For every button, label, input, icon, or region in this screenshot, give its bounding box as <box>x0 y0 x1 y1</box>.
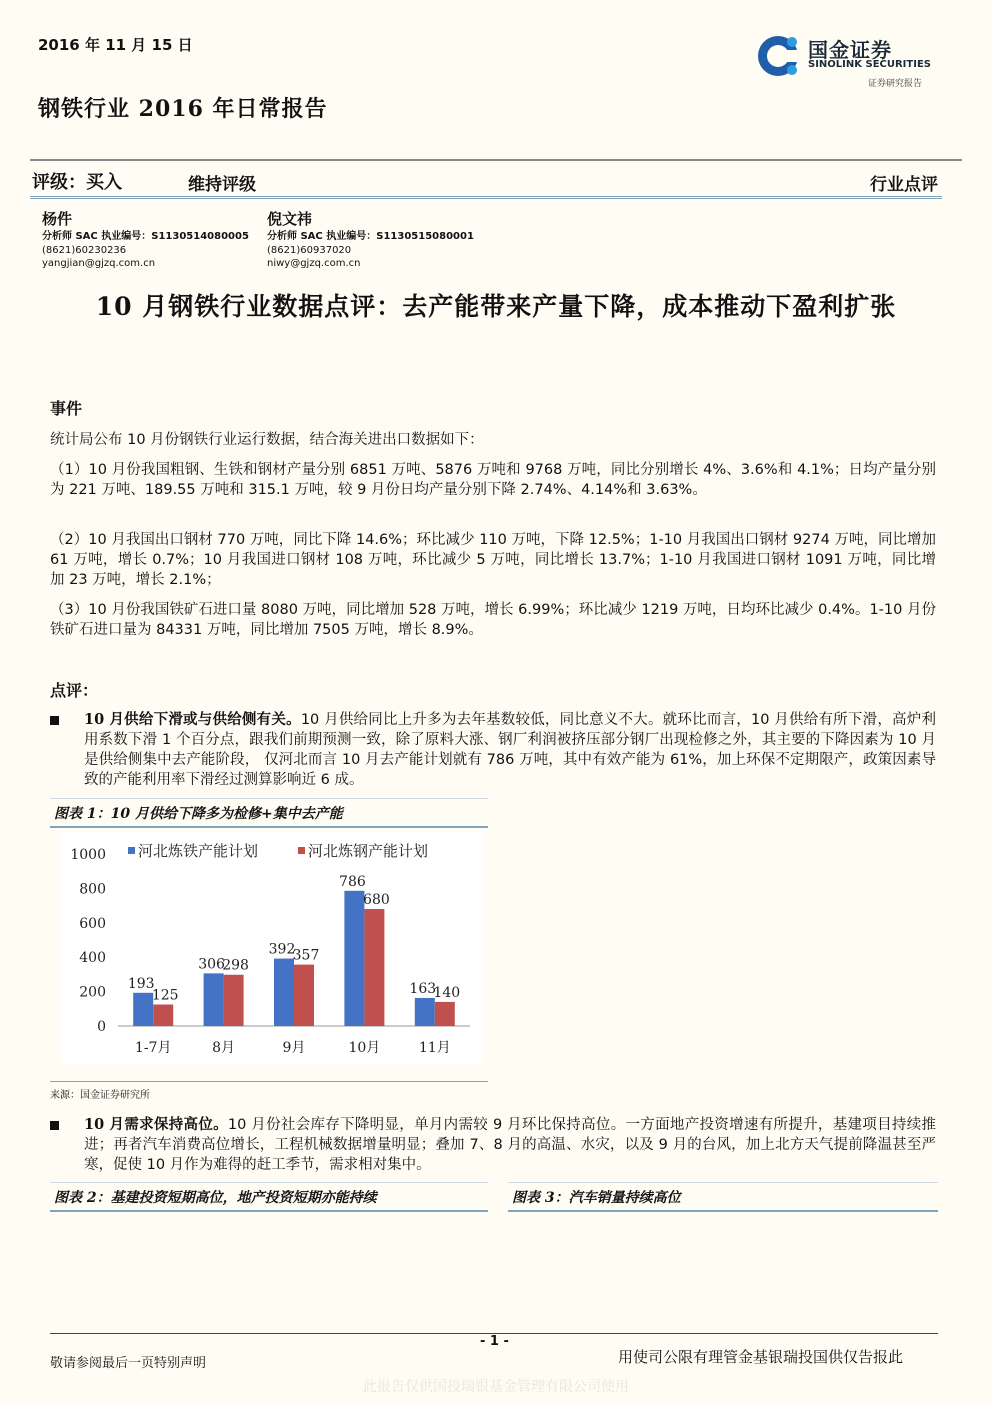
report-date: 2016 年 11 月 15 日 <box>38 36 193 54</box>
rating-label: 评级：买入 <box>32 172 122 193</box>
legend-label: 河北炼铁产能计划 <box>138 842 259 860</box>
event-item-1: （1）10 月份我国粗钢、生铁和钢材产量分别 6851 万吨、5876 万吨和 9768 万吨，同比分别增长 4%、3.6%和 4.1%；日均产量分别为 221 万吨、189.55 万吨和 315.1 万吨，较 9 月份日均产量分别下降 2.74%、4.14%和 3.63%。 <box>50 462 936 498</box>
bullet-1-text: 10 月供给同比上升多为去年基数较低，同比意义不大。就环比而言，10 月供给有所下滑，高炉利用系数下滑 1 个百分点，跟我们前期预测一致，除了原料大涨、钢厂利润被挤压部分钢厂出现检修之外，其主要的下降因素为 10 月是供给侧集中去产能阶段， 仅河北而言 10 月去产能计划就有 786 万吨，其中有效产能为 61%，加上环保不定期限产，政策因素导致的产能利用率下滑经过测算影响近 6 成。 <box>84 712 936 788</box>
footer-disclaimer: 敬请参阅最后一页特别声明 <box>50 1356 207 1371</box>
bar <box>344 891 364 1026</box>
data-label: 125 <box>151 987 179 1004</box>
data-label: 392 <box>268 941 296 958</box>
analyst-email[interactable]: niwy@gjzq.com.cn <box>267 258 361 269</box>
x-tick-label: 10月 <box>348 1040 381 1056</box>
y-tick-label: 600 <box>79 915 106 932</box>
figure-3-title: 图表 3：汽车销量持续高位 <box>508 1182 938 1212</box>
article-title: 10 月钢铁行业数据点评：去产能带来产量下降，成本推动下盈利扩张 <box>95 292 897 321</box>
watermark: 此报告仅供国投瑞银基金管理有限公司使用 <box>363 1379 629 1395</box>
analyst-email[interactable]: yangjian@gjzq.com.cn <box>42 258 156 269</box>
page-number: - 1 - <box>480 1334 509 1349</box>
figure-1-source: 来源：国金证券研究所 <box>50 1090 150 1101</box>
review-bullet-2 <box>50 1115 936 1175</box>
data-label: 786 <box>339 873 366 890</box>
logo-text-cn: 国金证券 <box>808 38 892 62</box>
legend-label: 河北炼钢产能计划 <box>308 842 429 860</box>
legend-swatch <box>298 847 305 854</box>
analyst-name: 倪文祎 <box>267 210 313 228</box>
figure-2-title: 图表 2：基建投资短期高位，地产投资短期亦能持续 <box>50 1182 488 1212</box>
bar <box>364 909 384 1026</box>
bar <box>204 973 224 1026</box>
figure-1-bottom-rule <box>50 1081 488 1082</box>
analyst-phone: (8621)60230236 <box>42 244 127 256</box>
event-intro: 统计局公布 10 月份钢铁行业运行数据，结合海关进出口数据如下： <box>50 432 484 448</box>
rating-maintain: 维持评级 <box>188 175 256 195</box>
event-heading: 事件 <box>50 399 83 418</box>
logo-subtitle: 证券研究报告 <box>868 79 923 89</box>
review-heading: 点评： <box>50 681 99 700</box>
bar <box>224 975 244 1026</box>
bullet-square-icon <box>50 716 59 725</box>
bar <box>133 993 153 1026</box>
data-label: 357 <box>292 947 320 964</box>
report-series-title: 钢铁行业 2016 年日常报告 <box>38 96 328 122</box>
analyst-card <box>267 208 474 271</box>
bullet-1-lead: 10 月供给下滑或与供给侧有关。 <box>84 711 301 728</box>
analyst-name: 杨件 <box>42 210 73 228</box>
report-type: 行业点评 <box>870 175 938 195</box>
event-item-2: （2）10 月我国出口钢材 770 万吨，同比下降 14.6%；环比减少 110 万吨，下降 12.5%；1-10 月我国出口钢材 9274 万吨，同比增加 61 万吨，增长 0.7%；10 月我国进口钢材 108 万吨，环比减少 5 万吨，同比增长 13.7%；1-10 月我国进口钢材 1091 万吨，同比增加 23 万吨，增长 2.1%； <box>50 532 936 588</box>
rating-bar <box>30 166 942 199</box>
y-tick-label: 0 <box>97 1019 106 1035</box>
y-tick-label: 400 <box>79 950 106 967</box>
company-logo <box>756 32 946 92</box>
bullet-2-lead: 10 月需求保持高位。 <box>84 1116 228 1133</box>
x-tick-label: 8月 <box>212 1040 236 1056</box>
figure-1-chart <box>60 832 484 1064</box>
analyst-card <box>42 208 249 271</box>
y-tick-label: 200 <box>79 984 106 1001</box>
event-item-3: （3）10 月份我国铁矿石进口量 8080 万吨，同比增加 528 万吨，增长 6.99%；环比减少 1219 万吨，日均环比减少 0.4%。1-10 月份铁矿石进口量为 84331 万吨，同比增加 7505 万吨，增长 8.9%。 <box>50 602 936 638</box>
logo-text-en: SINOLINK SECURITIES <box>808 59 931 70</box>
review-bullet-1 <box>50 710 936 790</box>
bar <box>415 998 435 1026</box>
bar <box>274 959 294 1026</box>
bar <box>435 1002 455 1026</box>
data-label: 140 <box>433 984 461 1001</box>
data-label: 193 <box>127 975 155 992</box>
logo-icon <box>756 32 804 80</box>
figure-1-title: 图表 1：10 月供给下降多为检修+集中去产能 <box>50 798 488 828</box>
data-label: 680 <box>363 892 390 909</box>
x-tick-label: 1-7月 <box>134 1040 172 1056</box>
bar <box>153 1005 173 1027</box>
data-label: 306 <box>198 956 225 973</box>
analyst-phone: (8621)60937020 <box>267 244 352 256</box>
y-tick-label: 1000 <box>70 847 106 863</box>
x-tick-label: 9月 <box>282 1040 306 1056</box>
bullet-square-icon <box>50 1121 59 1130</box>
analyst-sac: 分析师 SAC 执业编号：S1130515080001 <box>267 231 474 242</box>
bar <box>294 965 314 1026</box>
data-label: 298 <box>222 957 249 974</box>
footer-license-note: 用使司公限有理管金基银瑞投国供仅告报此 <box>618 1348 904 1366</box>
header-divider <box>30 159 962 161</box>
analyst-sac: 分析师 SAC 执业编号：S1130514080005 <box>42 231 249 242</box>
bullet-2-text: 10 月份社会库存下降明显，单月内需较 9 月环比保持高位。一方面地产投资增速有所提升，基建项目持续推进；再者汽车消费高位增长，工程机械数据增量明显；叠加 7、8 月的高温、水灾，以及 9 月的台风，加上北方天气提前降温甚至严寒，促使 10 月作为难得的赶工季节，需求相对集中。 <box>84 1117 936 1173</box>
data-label: 163 <box>409 980 437 997</box>
legend-swatch <box>128 847 135 854</box>
x-tick-label: 11月 <box>418 1040 451 1056</box>
y-tick-label: 800 <box>79 881 106 898</box>
